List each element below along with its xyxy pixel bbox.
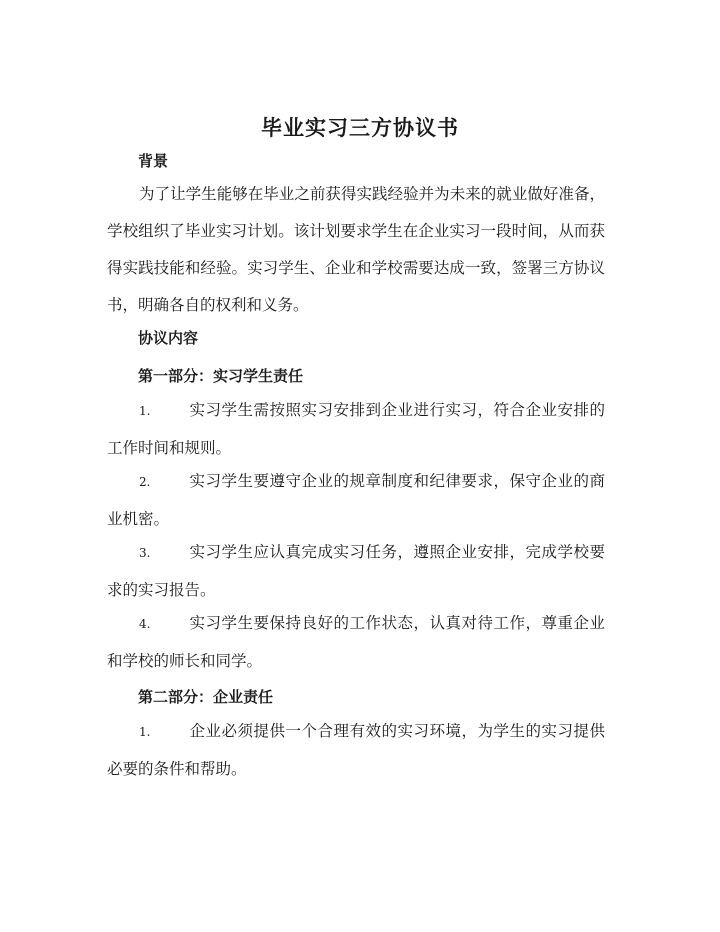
item-text: 企业必须提供一个合理有效的实习环境，为学生的实习提供必要的条件和帮助。 [107,722,605,778]
part1-item-3 [107,534,605,609]
item-text: 实习学生应认真完成实习任务，遵照企业安排，完成学校要求的实习报告。 [107,543,605,599]
document-title: 毕业实习三方协议书 [261,115,459,140]
part1-item-1 [107,392,605,467]
item-text: 实习学生需按照实习安排到企业进行实习，符合企业安排的工作时间和规则。 [107,401,605,457]
part1-heading: 第一部分：实习学生责任 [138,367,304,385]
item-number: 1. [139,725,151,739]
item-number: 1. [139,404,151,418]
agreement-heading: 协议内容 [138,329,199,347]
part1-item-4 [107,605,605,680]
item-number: 3. [139,546,151,560]
part1-item-2 [107,463,605,538]
background-paragraph [107,176,605,324]
part2-item-1 [107,713,605,788]
background-heading: 背景 [138,152,169,170]
background-text: 为了让学生能够在毕业之前获得实践经验并为未来的就业做好准备，学校组织了毕业实习计划。该计划要求学生在企业实习一段时间，从而获得实践技能和经验。实习学生、企业和学校需要达成一致，签署三方协议书，明确各自的权利和义务。 [107,185,605,314]
item-number: 2. [139,475,151,489]
item-text: 实习学生要遵守企业的规章制度和纪律要求，保守企业的商业机密。 [107,472,605,528]
item-text: 实习学生要保持良好的工作状态，认真对待工作，尊重企业和学校的师长和同学。 [107,614,605,670]
item-number: 4. [139,617,151,631]
part2-heading: 第二部分：企业责任 [138,688,274,706]
